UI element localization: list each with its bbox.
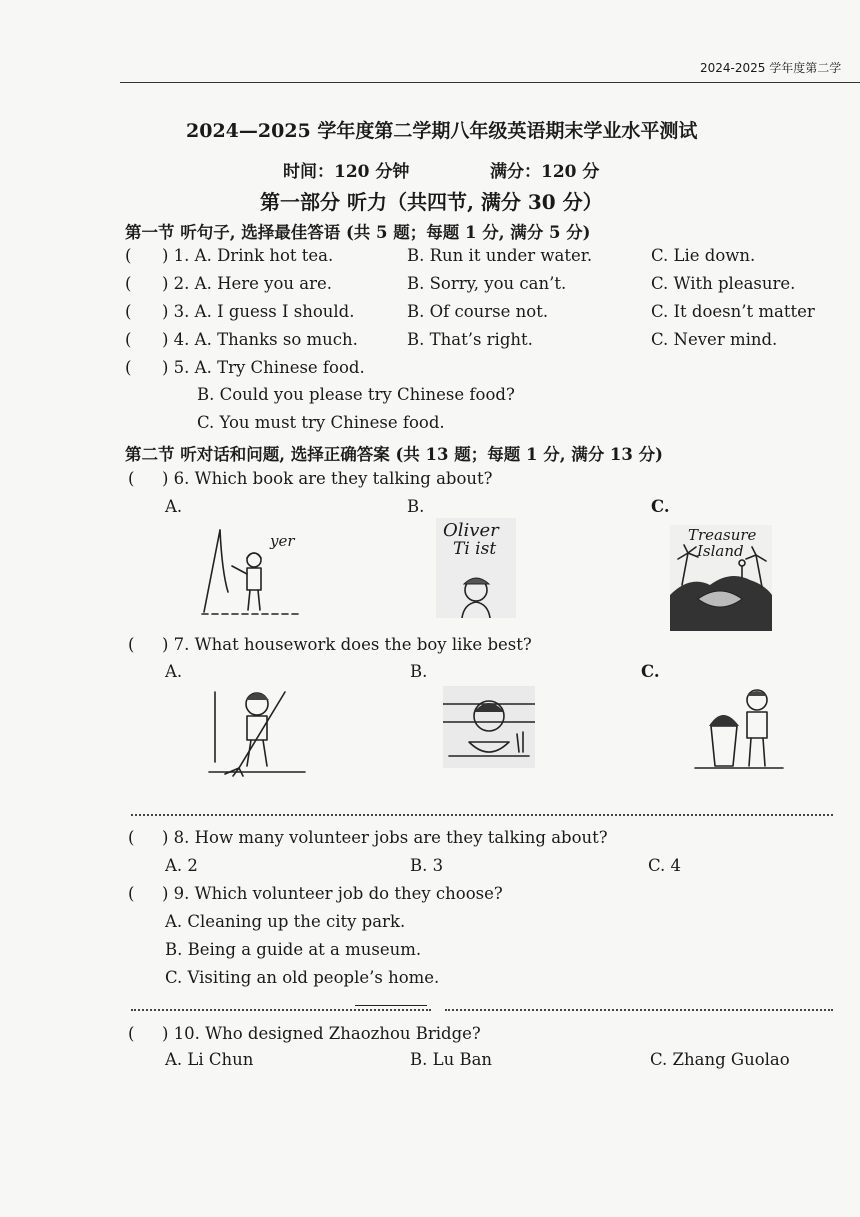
dotted-divider <box>131 1009 431 1011</box>
answer-paren: ( <box>125 330 132 349</box>
cover-a-text: yer <box>270 532 295 550</box>
q10-option-b: B. Lu Ban <box>410 1050 493 1069</box>
q5-option-b: B. Could you please try Chinese food? <box>197 385 515 404</box>
answer-paren: ( <box>125 274 132 293</box>
cover-b-title-2: Ti ist <box>453 539 497 559</box>
q5-option-a: ) 5. A. Try Chinese food. <box>162 358 365 377</box>
q6-question: ) 6. Which book are they talking about? <box>162 469 493 488</box>
q4-option-b: B. That’s right. <box>407 330 533 349</box>
q3-option-c: C. It doesn’t matter <box>651 302 815 321</box>
cover-c-title-1: Treasure <box>688 526 757 544</box>
answer-paren: ( <box>128 828 135 847</box>
part-title: 第一部分 听力（共四节, 满分 30 分） <box>260 190 603 214</box>
q2-option-a: ) 2. A. Here you are. <box>162 274 332 293</box>
q10-question: ) 10. Who designed Zhaozhou Bridge? <box>162 1024 481 1043</box>
section1-title: 第一节 听句子, 选择最佳答语 (共 5 题；每题 1 分, 满分 5 分) <box>125 223 591 242</box>
q9-option-a: A. Cleaning up the city park. <box>165 912 406 931</box>
answer-paren: ( <box>125 358 132 377</box>
q2-option-c: C. With pleasure. <box>651 274 796 293</box>
sweeping-boy-image <box>205 682 310 777</box>
exam-score: 满分：120 分 <box>490 162 600 182</box>
solid-divider <box>355 1005 427 1006</box>
q4-option-a: ) 4. A. Thanks so much. <box>162 330 358 349</box>
dotted-divider <box>131 814 833 816</box>
q7-label-c: C. <box>641 662 660 681</box>
answer-paren: ( <box>128 1024 135 1043</box>
cover-b-title-1: Oliver <box>443 520 499 541</box>
q9-option-c: C. Visiting an old people’s home. <box>165 968 440 987</box>
q10-option-a: A. Li Chun <box>165 1050 254 1069</box>
header-rule <box>120 82 860 83</box>
trash-boy-image <box>693 686 785 772</box>
q6-label-a: A. <box>165 497 183 516</box>
dishwashing-boy-image <box>443 686 535 768</box>
q9-option-b: B. Being a guide at a museum. <box>165 940 422 959</box>
q6-label-c: C. <box>651 497 670 516</box>
q7-label-a: A. <box>165 662 183 681</box>
q6-label-b: B. <box>407 497 425 516</box>
q3-option-a: ) 3. A. I guess I should. <box>162 302 355 321</box>
q10-option-c: C. Zhang Guolao <box>650 1050 790 1069</box>
cover-c-title-2: Island <box>697 542 744 560</box>
q2-option-b: B. Sorry, you can’t. <box>407 274 567 293</box>
section2-title: 第二节 听对话和问题, 选择正确答案 (共 13 题；每题 1 分, 满分 13 分) <box>125 445 663 464</box>
header-tag: 2024-2025 学年度第二学 <box>700 61 842 75</box>
q3-option-b: B. Of course not. <box>407 302 549 321</box>
answer-paren: ( <box>125 246 132 265</box>
exam-time: 时间：120 分钟 <box>283 162 410 182</box>
q8-question: ) 8. How many volunteer jobs are they talking about? <box>162 828 608 847</box>
q8-option-a: A. 2 <box>165 856 198 875</box>
answer-paren: ( <box>128 469 135 488</box>
q5-option-c: C. You must try Chinese food. <box>197 413 445 432</box>
q1-option-a: ) 1. A. Drink hot tea. <box>162 246 334 265</box>
q7-question: ) 7. What housework does the boy like best? <box>162 635 532 654</box>
q9-question: ) 9. Which volunteer job do they choose? <box>162 884 503 903</box>
answer-paren: ( <box>128 635 135 654</box>
q4-option-c: C. Never mind. <box>651 330 778 349</box>
answer-paren: ( <box>125 302 132 321</box>
q8-option-b: B. 3 <box>410 856 444 875</box>
q8-option-c: C. 4 <box>648 856 682 875</box>
q1-option-b: B. Run it under water. <box>407 246 593 265</box>
exam-title: 2024—2025 学年度第二学期八年级英语期末学业水平测试 <box>186 120 698 142</box>
answer-paren: ( <box>128 884 135 903</box>
q1-option-c: C. Lie down. <box>651 246 756 265</box>
dotted-divider <box>445 1009 833 1011</box>
q7-label-b: B. <box>410 662 428 681</box>
